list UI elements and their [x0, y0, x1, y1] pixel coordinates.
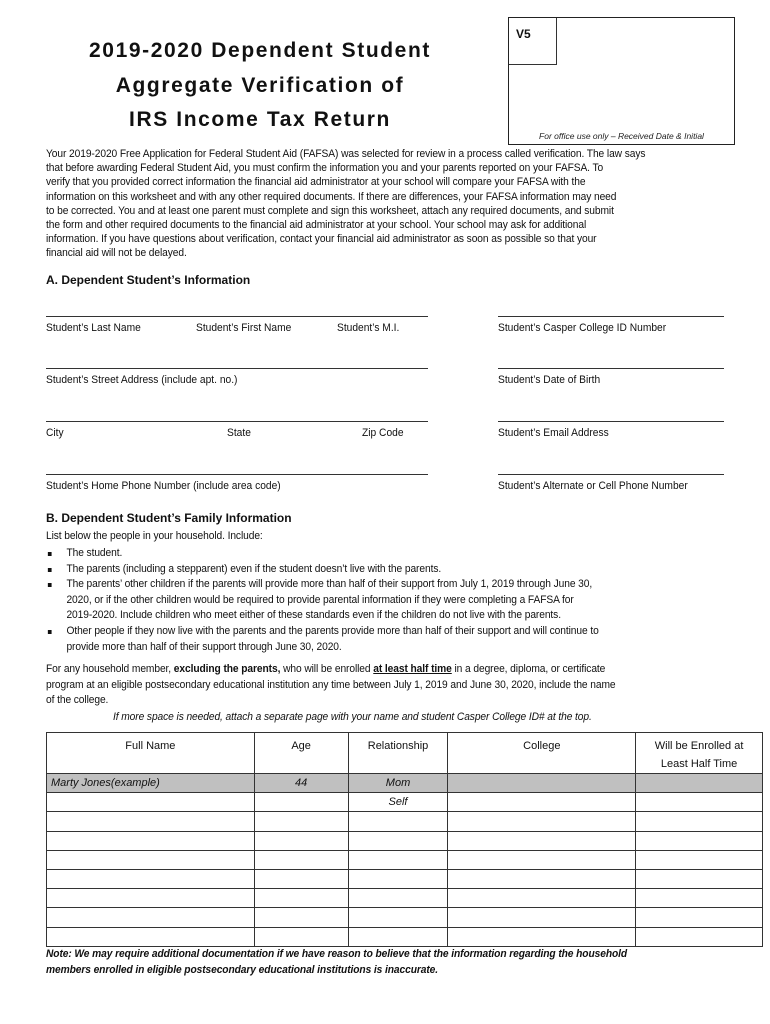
table-row — [47, 850, 763, 869]
example-row — [47, 774, 763, 793]
version-label: V5 — [509, 18, 557, 65]
table-header-row — [47, 733, 763, 774]
first-name-label: Student’s First Name — [196, 322, 292, 334]
college-cell[interactable] — [448, 908, 636, 927]
age-cell[interactable] — [254, 850, 348, 869]
name-cell[interactable] — [47, 889, 255, 908]
student-id-field[interactable] — [498, 316, 724, 317]
para-underline: at least half time — [373, 663, 452, 675]
household-table — [46, 732, 763, 947]
section-b-heading: B. Dependent Student’s Family Information — [46, 511, 292, 525]
note-line: Note: We may require additional documentation if we have reason to believe that the information regarding the household — [46, 948, 628, 960]
age-cell[interactable] — [254, 889, 348, 908]
enrolled-cell[interactable] — [636, 927, 763, 946]
name-field[interactable] — [46, 316, 428, 317]
relationship-cell[interactable] — [348, 927, 448, 946]
name-cell[interactable] — [47, 793, 255, 812]
table-row — [47, 889, 763, 908]
enrolled-cell[interactable] — [636, 850, 763, 869]
relationship-cell[interactable]: Self — [348, 793, 448, 812]
enrolled-cell[interactable] — [636, 908, 763, 927]
address-field[interactable] — [46, 368, 428, 369]
college-cell[interactable] — [448, 812, 636, 831]
example-age: 44 — [254, 774, 348, 793]
alt-phone-field[interactable] — [498, 474, 724, 475]
age-cell[interactable] — [254, 812, 348, 831]
para-text: who will be enrolled — [280, 663, 374, 675]
age-cell[interactable] — [254, 927, 348, 946]
intro-line: Your 2019-2020 Free Application for Federal Student Aid (FAFSA) was selected for review in a process called verification. The law says — [46, 148, 646, 160]
dob-field[interactable] — [498, 368, 724, 369]
student-id-label: Student’s Casper College ID Number — [498, 322, 667, 334]
name-cell[interactable] — [47, 869, 255, 888]
para-text: For any household member, — [46, 663, 174, 675]
college-cell[interactable] — [448, 793, 636, 812]
intro-line: information on this worksheet and with any other required documents. If there are differences, your FAFSA information may need — [46, 190, 617, 203]
space-note: If more space is needed, attach a separate page with your name and student Casper College ID# at the top. — [113, 711, 592, 723]
table-row — [47, 927, 763, 946]
home-phone-label: Student’s Home Phone Number (include area code) — [46, 480, 281, 492]
name-cell[interactable] — [47, 850, 255, 869]
college-cell[interactable] — [448, 850, 636, 869]
relationship-cell[interactable] — [348, 850, 448, 869]
enrollment-paragraph — [46, 662, 616, 709]
intro-line: to be corrected. You and at least one parent must complete and sign this worksheet, attach any required documents, and submit — [46, 204, 614, 217]
page-title — [40, 34, 480, 138]
office-note: For office use only – Received Date & Initial — [539, 131, 704, 141]
enrolled-cell[interactable] — [636, 812, 763, 831]
relationship-cell[interactable] — [348, 812, 448, 831]
title-line: Aggregate Verification of — [115, 73, 405, 97]
table-row — [47, 812, 763, 831]
city-state-zip-field[interactable] — [46, 421, 428, 422]
bullet-text: The parents’ other children if the parents will provide more than half of their support from July 1, 2019 through June 30, — [66, 578, 593, 591]
intro-line: that before awarding Federal Student Aid, you must confirm the information you and your parents reported on your FAFSA. To — [46, 162, 604, 175]
relationship-cell[interactable] — [348, 889, 448, 908]
intro-line: the form and other required documents to the financial aid administrator at your school. Your school may ask for additional — [46, 219, 587, 232]
intro-line: information. If you have questions about verification, contact your financial aid administrator as soon as possible so that your — [46, 233, 597, 246]
alt-phone-label: Student’s Alternate or Cell Phone Number — [498, 480, 688, 492]
email-label: Student’s Email Address — [498, 427, 609, 439]
bullet-text: 2019-2020. Include children who meet either of these standards even if the children do not live with the parents. — [66, 609, 561, 622]
header-enrolled: Will be Enrolled at Least Half Time — [636, 733, 763, 774]
table-row — [47, 793, 763, 812]
age-cell[interactable] — [254, 908, 348, 927]
table-row — [47, 831, 763, 850]
para-bold: excluding the parents, — [173, 663, 281, 675]
office-use-box — [508, 17, 735, 145]
mi-label: Student’s M.I. — [337, 322, 400, 334]
bullet-item — [46, 577, 599, 624]
section-a-heading: A. Dependent Student’s Information — [46, 273, 251, 287]
intro-line: financial aid will not be delayed. — [46, 247, 187, 260]
bullet-icon — [48, 568, 52, 572]
zip-label: Zip Code — [362, 427, 404, 439]
example-name: Marty Jones(example) — [47, 774, 255, 793]
city-label: City — [46, 427, 64, 439]
bullet-text: Other people if they now live with the parents and the parents provide more than half of their support and will continue to — [66, 624, 599, 637]
bullet-text: 2020, or if the other children would be required to provide parental information if they were completing a FAFSA for — [66, 593, 574, 606]
example-relationship: Mom — [348, 774, 448, 793]
bullet-icon — [48, 630, 52, 634]
last-name-label: Student’s Last Name — [46, 322, 141, 334]
relationship-cell[interactable] — [348, 831, 448, 850]
intro-paragraph — [46, 147, 645, 261]
dob-label: Student’s Date of Birth — [498, 374, 601, 386]
name-cell[interactable] — [47, 831, 255, 850]
note-line: members enrolled in eligible postsecondary educational institutions is inaccurate. — [46, 964, 439, 976]
para-text: program at an eligible postsecondary educational institution any time between July 1, 2019 and June 30, 2020, include the name — [46, 678, 616, 691]
intro-line: verify that you provided correct information the financial aid administrator at your school will compare your FAFSA with the — [46, 176, 586, 189]
example-enrolled — [636, 774, 763, 793]
college-cell[interactable] — [448, 927, 636, 946]
bullet-text: The student. — [66, 547, 123, 559]
email-field[interactable] — [498, 421, 724, 422]
bullet-item — [46, 562, 599, 578]
enrolled-cell[interactable] — [636, 793, 763, 812]
documentation-note — [46, 946, 627, 978]
title-line: IRS Income Tax Return — [129, 108, 391, 131]
bullet-item — [46, 546, 599, 562]
bullet-item — [46, 624, 599, 655]
address-label: Student’s Street Address (include apt. no.) — [46, 374, 238, 386]
name-cell[interactable] — [47, 812, 255, 831]
table-row — [47, 869, 763, 888]
age-cell[interactable] — [254, 869, 348, 888]
header-college: College — [448, 733, 636, 774]
state-label: State — [227, 427, 251, 439]
section-b-lead: List below the people in your household. Include: — [46, 530, 263, 542]
example-college — [448, 774, 636, 793]
age-cell[interactable] — [254, 793, 348, 812]
college-cell[interactable] — [448, 831, 636, 850]
name-cell[interactable] — [47, 908, 255, 927]
relationship-cell[interactable] — [348, 908, 448, 927]
enrolled-cell[interactable] — [636, 869, 763, 888]
header-age: Age — [254, 733, 348, 774]
college-cell[interactable] — [448, 869, 636, 888]
enrolled-cell[interactable] — [636, 831, 763, 850]
age-cell[interactable] — [254, 831, 348, 850]
header-full-name: Full Name — [47, 733, 255, 774]
para-text: in a degree, diploma, or certificate — [451, 663, 606, 675]
household-bullets — [46, 546, 599, 655]
college-cell[interactable] — [448, 889, 636, 908]
name-cell[interactable] — [47, 927, 255, 946]
bullet-text: The parents (including a stepparent) even if the student doesn’t live with the parents. — [66, 562, 442, 575]
home-phone-field[interactable] — [46, 474, 428, 475]
title-line: 2019-2020 Dependent Student — [89, 39, 431, 62]
relationship-cell[interactable] — [348, 869, 448, 888]
table-row — [47, 908, 763, 927]
bullet-icon — [48, 583, 52, 587]
header-relationship: Relationship — [348, 733, 448, 774]
bullet-icon — [48, 552, 52, 556]
enrolled-cell[interactable] — [636, 889, 763, 908]
bullet-text: provide more than half of their support through June 30, 2020. — [66, 640, 342, 653]
para-text: of the college. — [46, 694, 109, 707]
